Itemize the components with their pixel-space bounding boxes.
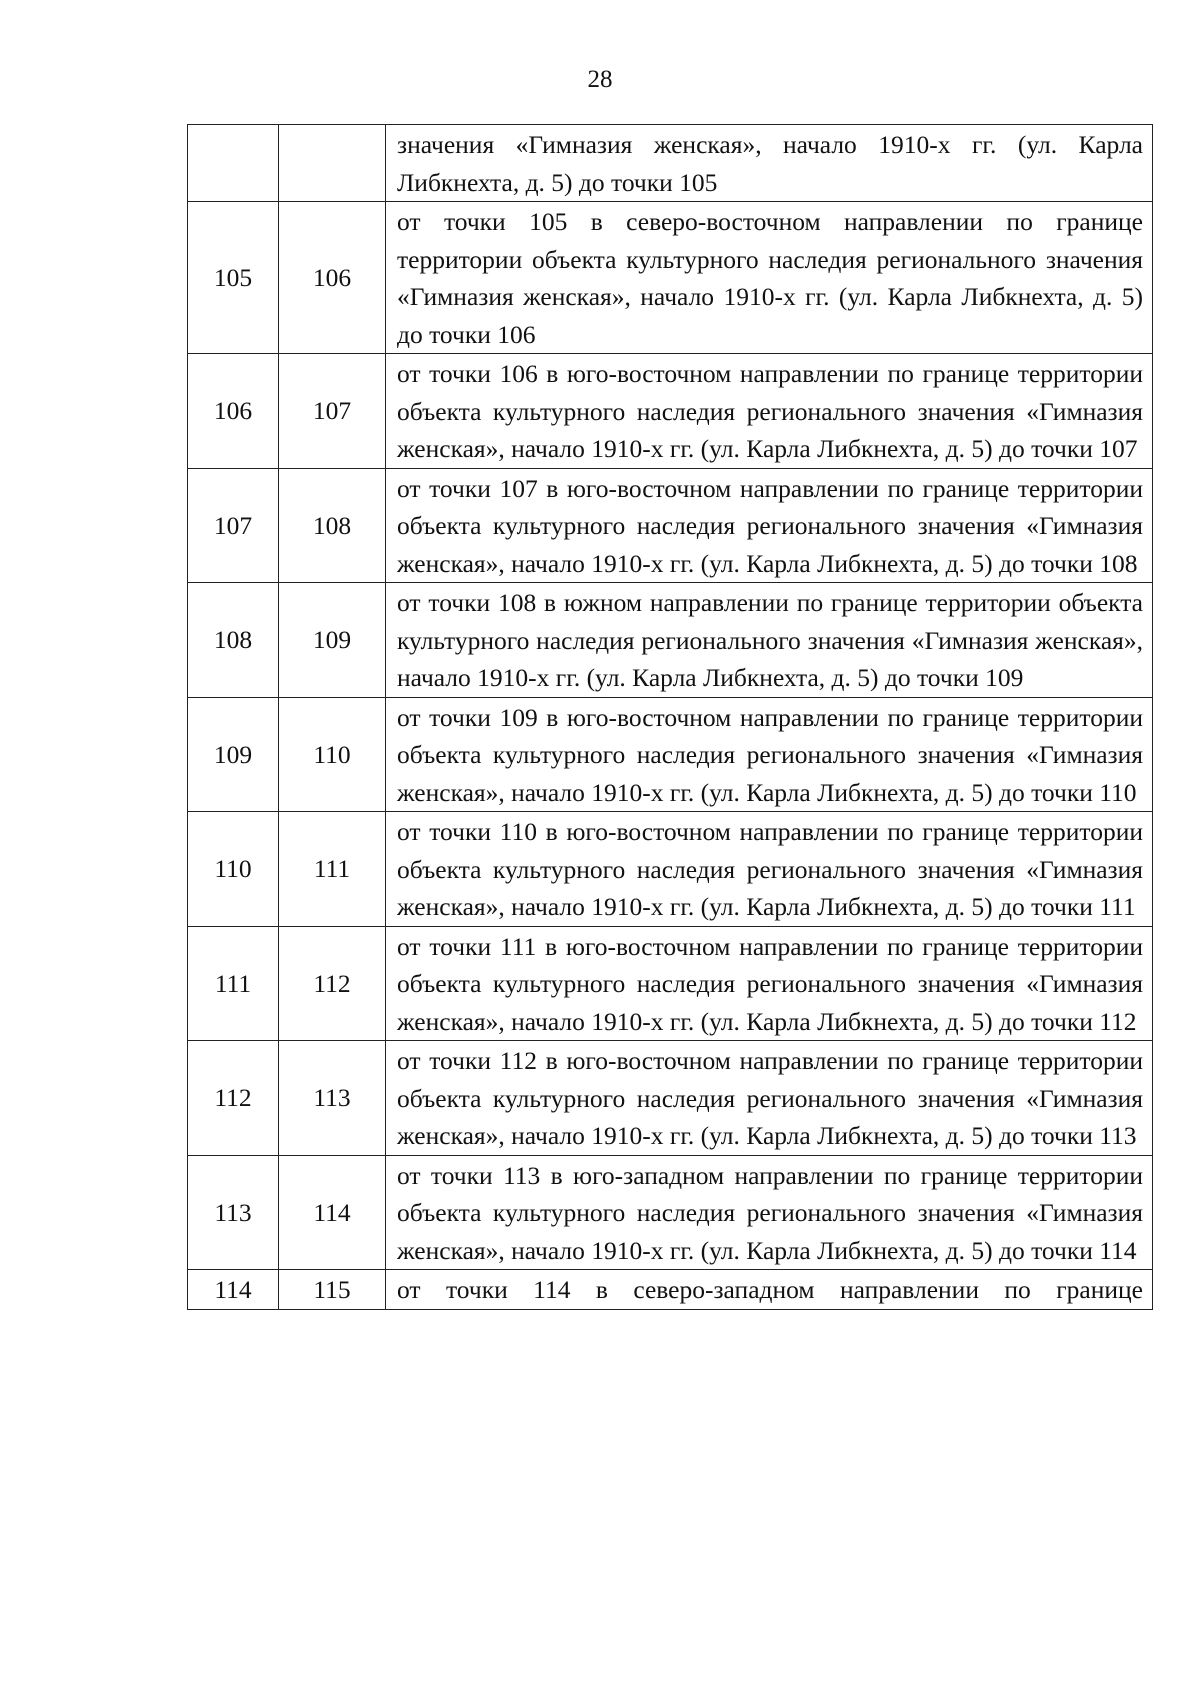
from-point-cell: 114 [188,1270,279,1310]
from-point-cell: 110 [188,812,279,927]
table-row [188,583,1153,698]
to-point-cell: 111 [279,812,386,927]
table-row [188,697,1153,812]
to-point-cell: 113 [279,1041,386,1156]
table-row [188,468,1153,583]
to-point-cell: 108 [279,468,386,583]
boundary-description-table [187,124,1153,1310]
table-row [188,1270,1153,1310]
description-cell: от точки 107 в юго-восточном направлении по границе территории объекта культурного наследия регионального значения «Гимназия женская», начало 1910-х гг. (ул. Карла Либкнехта, д. 5) до точки 108 [386,468,1153,583]
table-row [188,202,1153,354]
to-point-cell: 107 [279,354,386,469]
to-point-cell: 110 [279,697,386,812]
table-row [188,926,1153,1041]
to-point-cell [279,125,386,202]
to-point-cell: 106 [279,202,386,354]
description-cell: от точки 109 в юго-восточном направлении по границе территории объекта культурного наследия регионального значения «Гимназия женская», начало 1910-х гг. (ул. Карла Либкнехта, д. 5) до точки 110 [386,697,1153,812]
from-point-cell: 105 [188,202,279,354]
from-point-cell: 106 [188,354,279,469]
table-row [188,1155,1153,1270]
description-cell: от точки 108 в южном направлении по границе территории объекта культурного наследия регионального значения «Гимназия женская», начало 1910-х гг. (ул. Карла Либкнехта, д. 5) до точки 109 [386,583,1153,698]
table-row [188,1041,1153,1156]
description-cell: от точки 106 в юго-восточном направлении по границе территории объекта культурного наследия регионального значения «Гимназия женская», начало 1910-х гг. (ул. Карла Либкнехта, д. 5) до точки 107 [386,354,1153,469]
from-point-cell [188,125,279,202]
table-row [188,125,1153,202]
to-point-cell: 109 [279,583,386,698]
description-cell: от точки 113 в юго-западном направлении по границе территории объекта культурного наследия регионального значения «Гимназия женская», начало 1910-х гг. (ул. Карла Либкнехта, д. 5) до точки 114 [386,1155,1153,1270]
description-cell: от точки 110 в юго-восточном направлении по границе территории объекта культурного наследия регионального значения «Гимназия женская», начало 1910-х гг. (ул. Карла Либкнехта, д. 5) до точки 111 [386,812,1153,927]
description-cell: от точки 114 в северо-западном направлении по границе [386,1270,1153,1310]
table-row [188,354,1153,469]
to-point-cell: 112 [279,926,386,1041]
table-row [188,812,1153,927]
page-number: 28 [587,66,613,93]
from-point-cell: 113 [188,1155,279,1270]
description-cell: от точки 111 в юго-восточном направлении по границе территории объекта культурного наследия регионального значения «Гимназия женская», начало 1910-х гг. (ул. Карла Либкнехта, д. 5) до точки 112 [386,926,1153,1041]
description-cell: значения «Гимназия женская», начало 1910-х гг. (ул. Карла Либкнехта, д. 5) до точки 105 [386,125,1153,202]
from-point-cell: 112 [188,1041,279,1156]
from-point-cell: 111 [188,926,279,1041]
to-point-cell: 114 [279,1155,386,1270]
to-point-cell: 115 [279,1270,386,1310]
from-point-cell: 107 [188,468,279,583]
from-point-cell: 108 [188,583,279,698]
description-cell: от точки 112 в юго-восточном направлении по границе территории объекта культурного наследия регионального значения «Гимназия женская», начало 1910-х гг. (ул. Карла Либкнехта, д. 5) до точки 113 [386,1041,1153,1156]
from-point-cell: 109 [188,697,279,812]
description-cell: от точки 105 в северо-восточном направлении по границе территории объекта культурного наследия регионального значения «Гимназия женская», начало 1910-х гг. (ул. Карла Либкнехта, д. 5) до точки 106 [386,202,1153,354]
